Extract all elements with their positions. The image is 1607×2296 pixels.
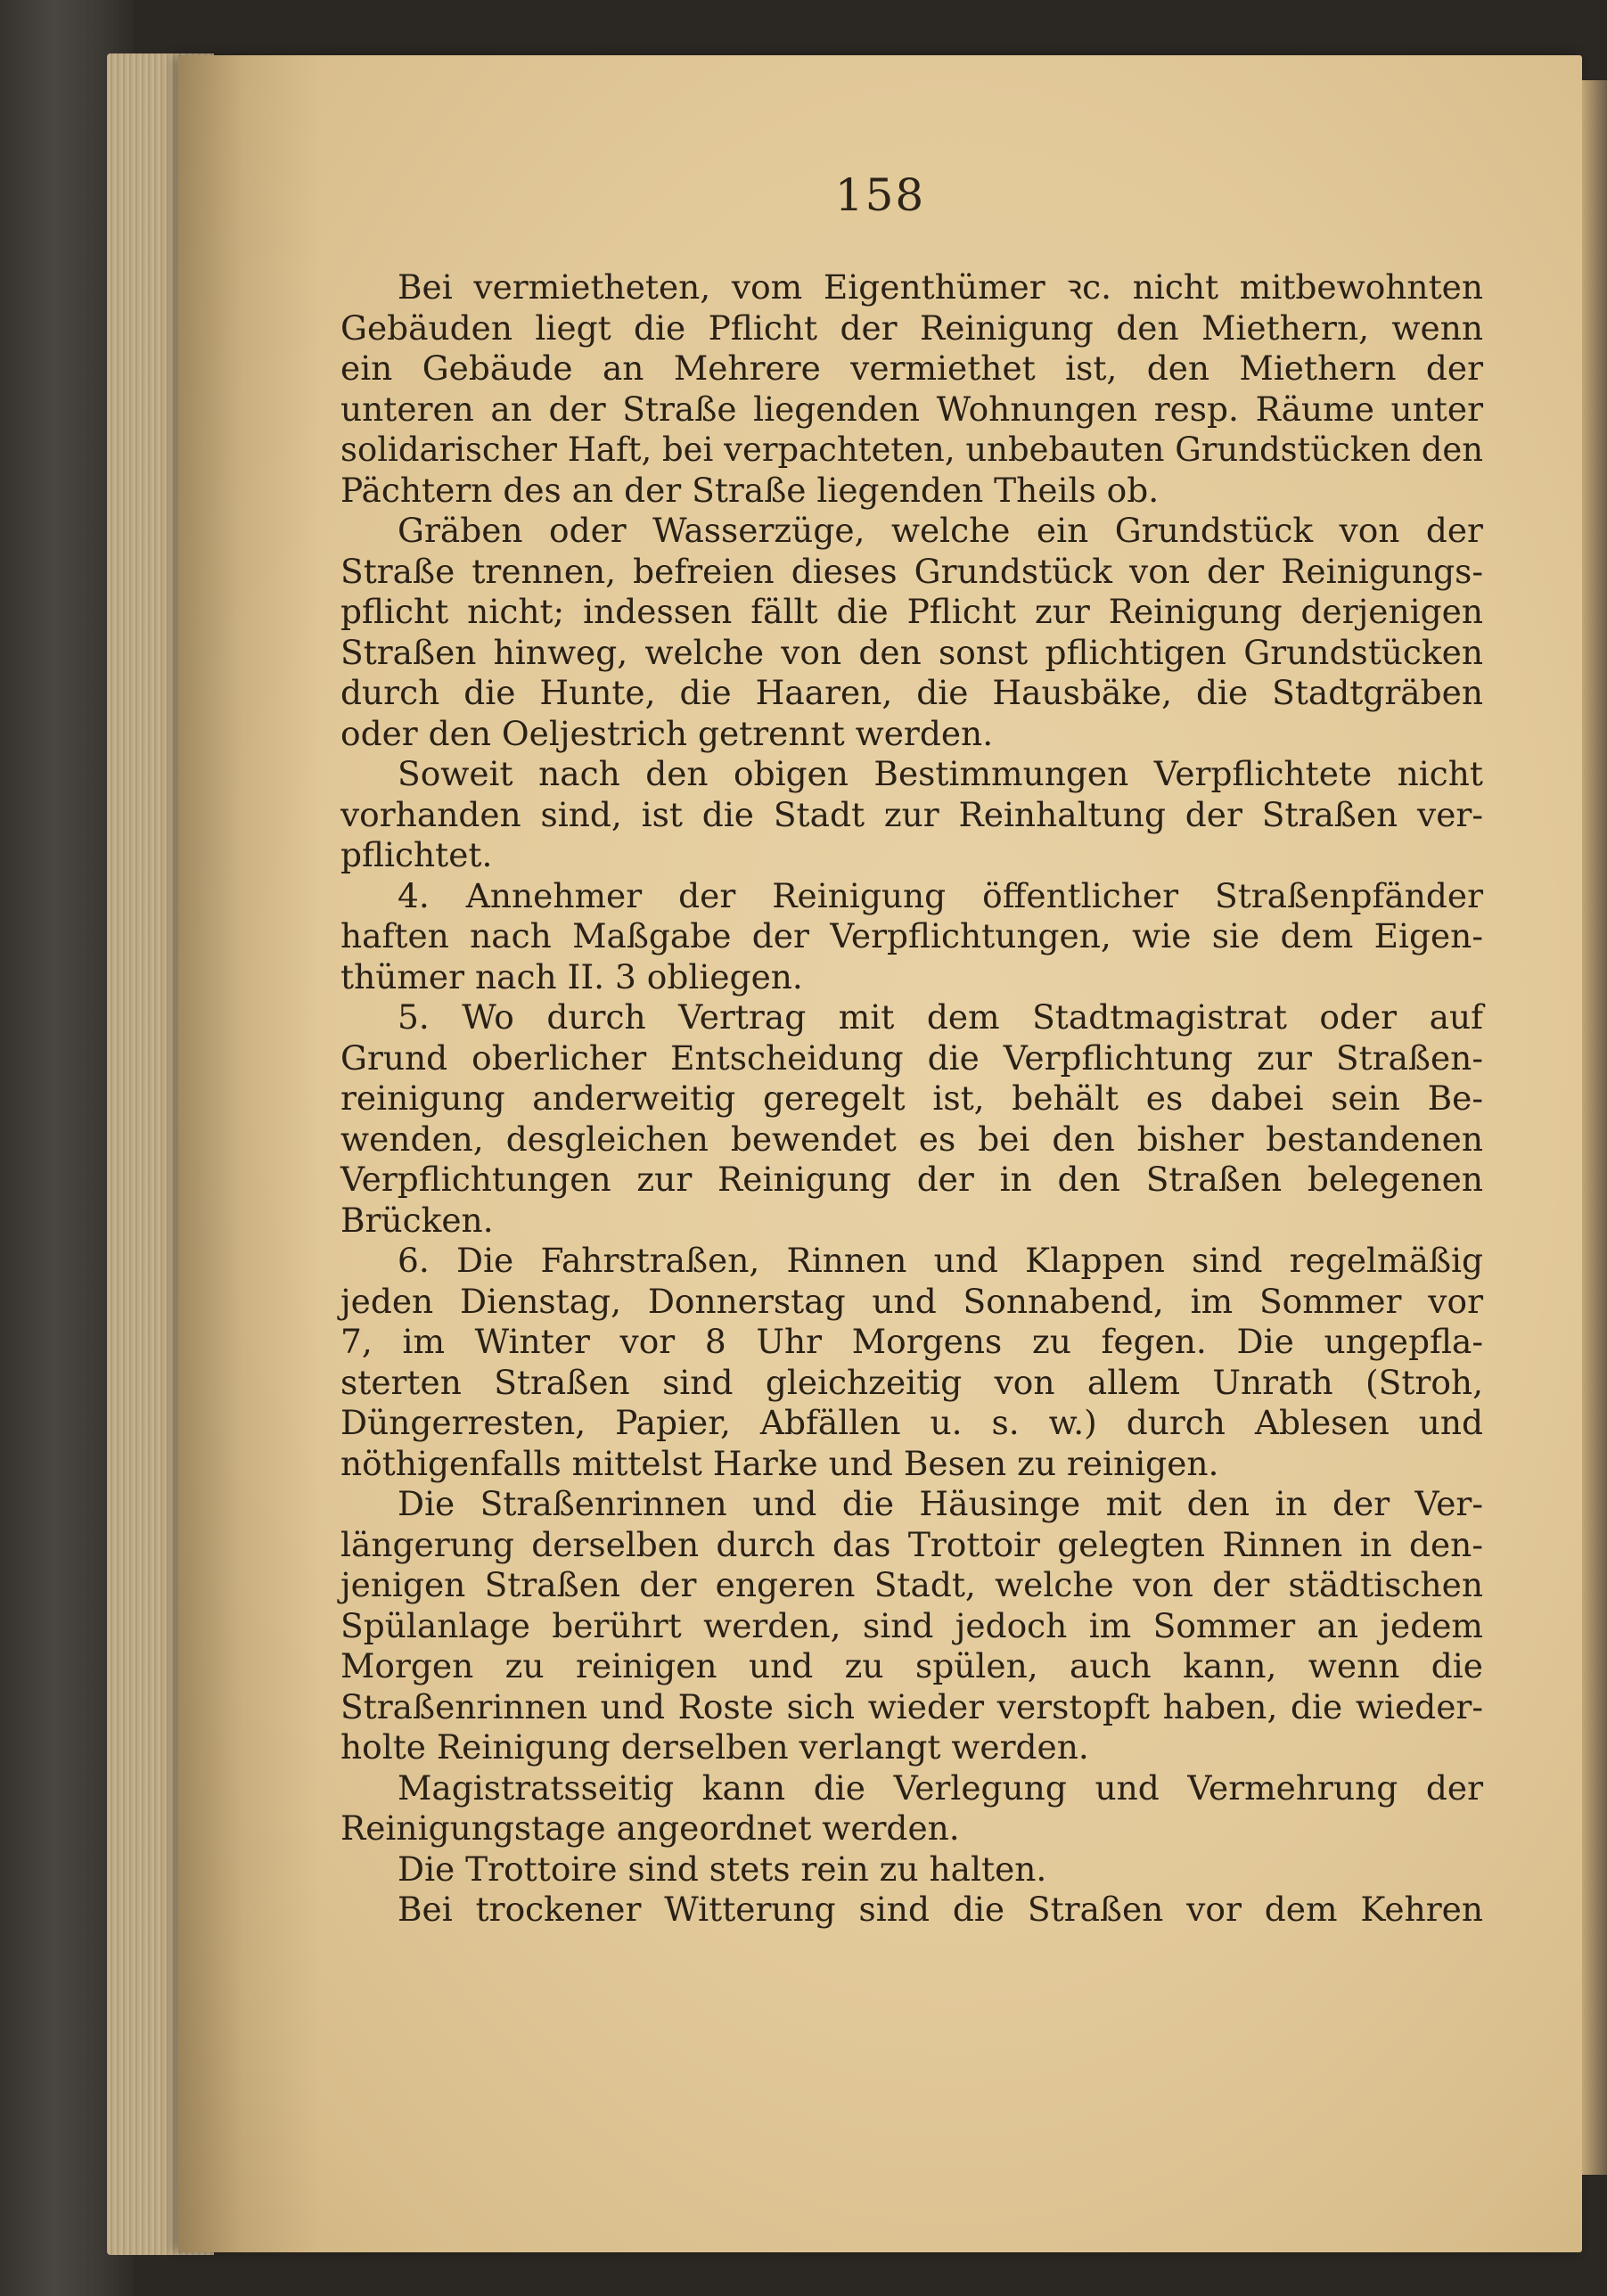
text-line: Straßen hinweg, welche von den sonst pflichtigen Grundstücken [340,632,1483,672]
text-line: haften nach Maßgabe der Verpflichtungen, wie sie dem Eigen- [340,916,1483,955]
text-line: Bei trockener Witterung sind die Straßen vor dem Kehren [398,1890,1483,1929]
text-line: durch die Hunte, die Haaren, die Hausbäke, die Stadtgräben [340,673,1483,712]
text-line: holte Reinigung derselben verlangt werden. [340,1727,1089,1767]
facing-page-edge [1582,80,1607,2175]
text-line: reinigung anderweitig geregelt ist, behält es dabei sein Be- [340,1078,1483,1118]
text-line: 7, im Winter vor 8 Uhr Morgens zu fegen. Die ungepfla- [340,1322,1483,1361]
text-line: thümer nach II. 3 obliegen. [340,956,803,996]
body-text [340,267,1483,1931]
text-line: sterten Straßen sind gleichzeitig von allem Unrath (Stroh, [340,1362,1483,1402]
text-line: vorhanden sind, ist die Stadt zur Reinhaltung der Straßen ver- [340,794,1483,834]
text-line: Magistratsseitig kann die Verlegung und Vermehrung der [398,1767,1483,1808]
text-line: Die Trottoire sind stets rein zu halten. [398,1849,1047,1889]
text-line: 4. Annehmer der Reinigung öffentlicher Straßenpfänder [398,875,1483,915]
text-line: Straße trennen, befreien dieses Grundstück von der Reinigungs- [340,551,1483,591]
text-line: unteren an der Straße liegenden Wohnungen resp. Räume unter [340,389,1483,429]
text-line: pflicht nicht; indessen fällt die Pflicht zur Reinigung derjenigen [340,592,1483,631]
text-line: nöthigenfalls mittelst Harke und Besen zu reinigen. [340,1443,1219,1483]
text-line: Pächtern des an der Straße liegenden Theils ob. [340,470,1160,510]
text-line: Gräben oder Wasserzüge, welche ein Grundstück von der [398,511,1483,550]
text-line: jenigen Straßen der engeren Stadt, welche von der städtischen [340,1565,1483,1604]
text-line: Verpflichtungen zur Reinigung der in den Straßen belegenen [340,1160,1483,1199]
text-line: 6. Die Fahrstraßen, Rinnen und Klappen sind regelmäßig [398,1241,1483,1280]
page-number: 158 [834,169,926,221]
text-line: Grund oberlicher Entscheidung die Verpflichtung zur Straßen- [340,1037,1483,1078]
gutter-shadow [178,55,321,2252]
text-line: Düngerresten, Papier, Abfällen u. s. w.) durch Ablesen und [340,1403,1483,1442]
text-line: Bei vermietheten, vom Eigenthümer ꝛc. nicht mitbewohnten [398,267,1483,307]
text-line: oder den Oeljestrich getrennt werden. [340,713,994,753]
text-line: längerung derselben durch das Trottoir gelegten Rinnen in den- [340,1524,1483,1564]
text-line: ein Gebäude an Mehrere vermiethet ist, den Miethern der [340,348,1483,388]
text-line: jeden Dienstag, Donnerstag und Sonnabend, im Sommer vor [340,1281,1483,1321]
text-line: Brücken. [340,1200,494,1240]
text-line: pflichtet. [340,835,493,874]
text-line: Morgen zu reinigen und zu spülen, auch kann, wenn die [340,1646,1483,1685]
text-line: Die Straßenrinnen und die Häusinge mit den in der Ver- [398,1484,1483,1523]
text-line: Reinigungstage angeordnet werden. [340,1808,960,1848]
text-line: Spülanlage berührt werden, sind jedoch im Sommer an jedem [340,1605,1483,1645]
text-line: Straßenrinnen und Roste sich wieder verstopft haben, die wieder- [340,1686,1483,1726]
text-line: wenden, desgleichen bewendet es bei den bisher bestandenen [340,1119,1483,1159]
text-line: Soweit nach den obigen Bestimmungen Verpflichtete nicht [398,754,1483,793]
text-line: 5. Wo durch Vertrag mit dem Stadtmagistrat oder auf [398,997,1483,1037]
text-line: Gebäuden liegt die Pflicht der Reinigung den Miethern, wenn [340,308,1483,348]
text-line: solidarischer Haft, bei verpachteten, unbebauten Grundstücken den [340,430,1483,469]
